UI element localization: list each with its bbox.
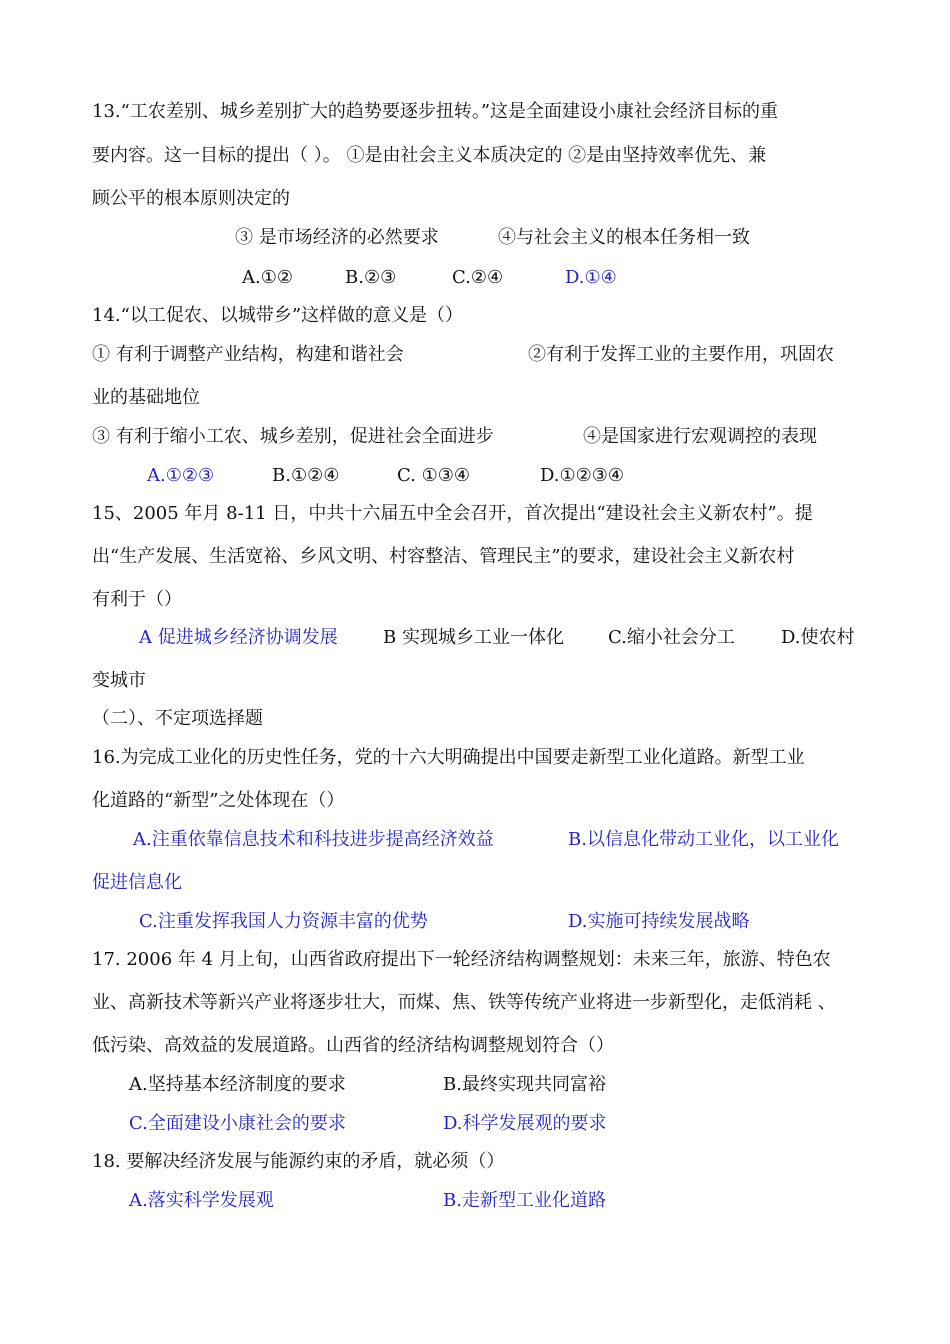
q16-choice-d-answer: D.实施可持续发展战略: [568, 911, 750, 932]
q14-choice-d: D.①②③④: [540, 465, 625, 486]
q18-choice-b-answer: B.走新型工业化道路: [443, 1190, 606, 1211]
q15-choice-d-cont: 变城市: [92, 670, 146, 691]
q13-option-4: ④与社会主义的根本任务相一致: [498, 227, 750, 248]
q17-choice-d-answer: D.科学发展观的要求: [443, 1113, 607, 1134]
q13-choice-a: A.①②: [242, 267, 293, 288]
q13-stem-line3: 顾公平的根本原则决定的: [92, 188, 290, 209]
q14-option-3: ③ 有利于缩小工农、城乡差别，促进社会全面进步: [92, 426, 494, 447]
q16-choice-a-answer: A.注重依靠信息技术和科技进步提高经济效益: [133, 829, 494, 850]
q13-choice-b: B.②③: [345, 267, 397, 288]
q14-stem: 14.“以工促农、以城带乡”这样做的意义是（）: [92, 305, 464, 326]
q14-option-2: ②有利于发挥工业的主要作用，巩固农: [528, 344, 834, 365]
q17-choice-a: A.坚持基本经济制度的要求: [129, 1074, 346, 1095]
q15-choice-d: D.使农村: [781, 627, 855, 648]
q14-option-2-cont: 业的基础地位: [92, 387, 200, 408]
q13-stem-line1: 13.“工农差别、城乡差别扩大的趋势要逐步扭转。”这是全面建设小康社会经济目标的重: [92, 101, 779, 122]
q15-choice-c: C.缩小社会分工: [608, 627, 735, 648]
q13-option-3: ③ 是市场经济的必然要求: [235, 227, 439, 248]
q14-choice-a-answer: A.①②③: [147, 465, 215, 486]
q13-choice-d-answer: D.①④: [565, 267, 617, 288]
q13-stem-line2: 要内容。这一目标的提出（ ）。 ①是由社会主义本质决定的 ②是由坚持效率优先、兼: [92, 145, 767, 166]
q17-choice-b: B.最终实现共同富裕: [443, 1074, 606, 1095]
q17-stem-line1: 17. 2006 年 4 月上旬，山西省政府提出下一轮经济结构调整规划：未来三年，旅游、特色农: [92, 949, 831, 970]
q16-stem-line1: 16.为完成工业化的历史性任务，党的十六大明确提出中国要走新型工业化道路。新型工业: [92, 747, 805, 768]
q14-option-1: ① 有利于调整产业结构，构建和谐社会: [92, 344, 404, 365]
q15-choice-b: B 实现城乡工业一体化: [383, 627, 564, 648]
q14-option-4: ④是国家进行宏观调控的表现: [583, 426, 817, 447]
q15-stem-line3: 有利于（）: [92, 589, 182, 610]
q17-stem-line3: 低污染、高效益的发展道路。山西省的经济结构调整规划符合（）: [92, 1035, 614, 1056]
q15-stem-line1: 15、2005 年月 8-11 日，中共十六届五中全会召开，首次提出“建设社会主义新农村”。提: [92, 503, 813, 524]
q15-choice-a-answer: A 促进城乡经济协调发展: [139, 627, 338, 648]
q17-stem-line2: 业、高新技术等新兴产业将逐步壮大，而煤、焦、铁等传统产业将进一步新型化，走低消耗 、: [92, 992, 836, 1013]
section-heading: （二）、不定项选择题: [92, 708, 263, 729]
q14-choice-b: B.①②④: [272, 465, 340, 486]
q16-choice-c-answer: C.注重发挥我国人力资源丰富的优势: [139, 911, 428, 932]
q17-choice-c-answer: C.全面建设小康社会的要求: [129, 1113, 346, 1134]
q15-stem-line2: 出“生产发展、生活宽裕、乡风文明、村容整洁、管理民主”的要求，建设社会主义新农村: [92, 546, 795, 567]
q16-stem-line2: 化道路的“新型”之处体现在（）: [92, 790, 345, 811]
q16-choice-b-cont: 促进信息化: [92, 872, 182, 893]
q18-choice-a-answer: A.落实科学发展观: [129, 1190, 274, 1211]
q16-choice-b-answer: B.以信息化带动工业化，以工业化: [568, 829, 839, 850]
q13-choice-c: C.②④: [452, 267, 504, 288]
q14-choice-c: C. ①③④: [397, 465, 470, 486]
q18-stem: 18. 要解决经济发展与能源约束的矛盾，就必须（）: [92, 1151, 505, 1172]
